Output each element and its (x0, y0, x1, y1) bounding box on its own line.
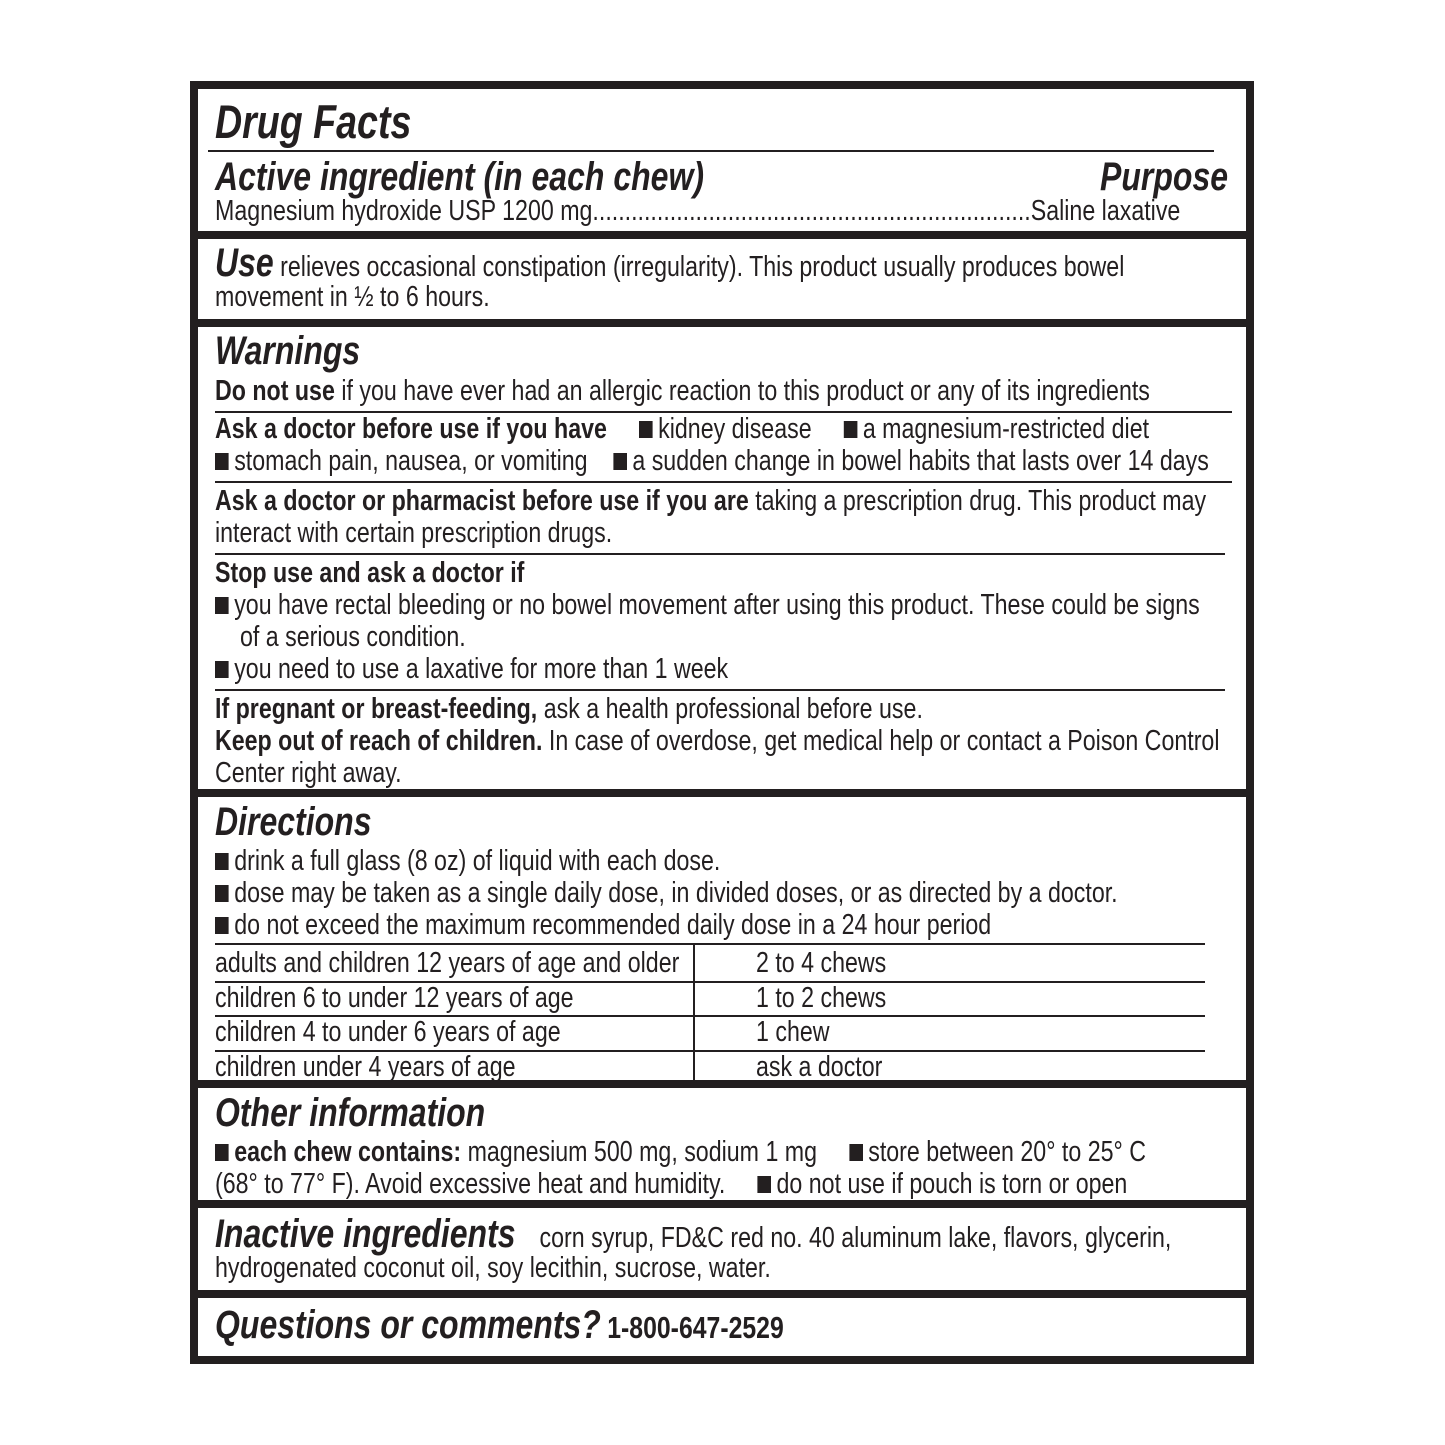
inactive-line-2: hydrogenated coconut oil, soy lecithin, sucrose, water. (215, 1252, 771, 1284)
leader-dots: .................................................................... (592, 195, 1031, 227)
inactive-line-1 (215, 1214, 1171, 1254)
directions-item-3: do not exceed the maximum recommended daily dose in a 24 hour period (215, 909, 991, 941)
pregnant-label: If pregnant or breast-feeding, (215, 693, 538, 725)
dosage-table (198, 797, 1246, 1083)
ask-doctor-item-2: a magnesium-restricted diet (862, 413, 1150, 445)
active-heading-row (215, 157, 704, 197)
active-ingredient-line (215, 195, 1180, 227)
ask-doctor-item-3: stomach pain, nausea, or vomiting (234, 445, 588, 477)
stop-use-item-1-line-2: of a serious condition. (240, 621, 466, 653)
ask-doctor-item-1: kidney disease (658, 413, 812, 445)
ingredient-name: Magnesium hydroxide USP 1200 mg (215, 195, 593, 227)
table-row-4-age: children under 4 years of age (215, 1051, 516, 1083)
use-line-1 (215, 243, 1124, 283)
other-information-heading: Other information (215, 1091, 486, 1135)
bullet-square-icon (757, 1176, 771, 1193)
use-line-2: movement in ½ to 6 hours. (215, 281, 490, 313)
questions-heading: Questions or comments? (215, 1303, 601, 1347)
drug-facts-panel (190, 81, 1254, 1364)
store-text: store between 20° to 25° C (868, 1136, 1147, 1168)
use-section (198, 239, 1246, 319)
bullet-square-icon (215, 597, 229, 614)
stop-use-item-1-text: you have rectal bleeding or no bowel movement after using this product. These could be signs (234, 589, 1200, 621)
children-label: Keep out of reach of children. (215, 725, 543, 757)
other-information-section (198, 1088, 1246, 1200)
stop-use-item-1-line-1 (215, 589, 1200, 621)
warnings-rule-2 (215, 481, 1232, 483)
pouch-text: do not use if pouch is torn or open (776, 1168, 1128, 1200)
ask-doctor-label: Ask a doctor before use if you have (215, 413, 607, 445)
temperature-text: (68° to 77° F). Avoid excessive heat and humidity. (215, 1168, 726, 1200)
table-row-3-dose: 1 chew (756, 1016, 830, 1048)
inactive-ingredients-heading: Inactive ingredients (215, 1212, 516, 1256)
bullet-square-icon (639, 421, 653, 438)
directions-item-1: drink a full glass (8 oz) of liquid with each dose. (215, 845, 720, 877)
stop-use-heading: Stop use and ask a doctor if (215, 557, 525, 589)
ask-pharmacist-text-1: taking a prescription drug. This product may (748, 485, 1207, 517)
ask-pharmacist-line-1 (215, 485, 1206, 517)
table-row-3-age: children 4 to under 6 years of age (215, 1016, 561, 1048)
purpose-heading: Purpose (1100, 155, 1229, 199)
table-row-4-dose: ask a doctor (756, 1051, 883, 1083)
directions-section (198, 797, 1246, 1083)
table-row-1-dose: 2 to 4 chews (756, 947, 887, 979)
inactive-ingredients-section (198, 1208, 1246, 1290)
other-information-line-2 (215, 1168, 1127, 1200)
children-text-1: In case of overdose, get medical help or contact a Poison Control (542, 725, 1220, 757)
table-top-rule (215, 943, 1205, 945)
each-chew-label: each chew contains: (234, 1136, 462, 1168)
ask-doctor-line-2 (215, 445, 1209, 477)
questions-line (215, 1304, 784, 1349)
ask-doctor-item-4: a sudden change in bowel habits that lasts over 14 days (632, 445, 1209, 477)
table-column-divider (693, 943, 695, 1080)
stop-use-item-2-text: you need to use a laxative for more than 1 week (234, 653, 729, 685)
use-heading: Use (215, 241, 274, 285)
title-rule (208, 150, 1214, 152)
each-chew-text: magnesium 500 mg, sodium 1 mg (461, 1136, 818, 1168)
bullet-square-icon (849, 1144, 863, 1161)
page-title: Drug Facts (215, 95, 412, 148)
bullet-square-icon (844, 421, 858, 438)
children-line-2: Center right away. (215, 757, 402, 789)
table-row-2-dose: 1 to 2 chews (756, 982, 887, 1014)
table-row-2-age: children 6 to under 12 years of age (215, 982, 574, 1014)
bullet-square-icon (215, 661, 229, 678)
pregnant-text: ask a health professional before use. (537, 693, 923, 725)
do-not-use-label: Do not use (215, 375, 335, 407)
bullet-square-icon (215, 1144, 229, 1161)
active-ingredient-section (198, 89, 1246, 231)
pregnant-line (215, 693, 923, 725)
use-text-1: relieves occasional constipation (irregularity). This product usually produces bowel (273, 251, 1125, 283)
inactive-text-1: corn syrup, FD&C red no. 40 aluminum lake, flavors, glycerin, (539, 1222, 1172, 1254)
do-not-use-text: if you have ever had an allergic reaction to this product or any of its ingredients (334, 375, 1150, 407)
bullet-square-icon (215, 453, 229, 470)
ask-pharmacist-label: Ask a doctor or pharmacist before use if you are (215, 485, 749, 517)
bullet-square-icon (613, 453, 627, 470)
warnings-rule-4 (215, 689, 1225, 691)
stop-use-item-2 (215, 653, 728, 685)
other-information-line-1 (215, 1136, 1146, 1168)
ask-pharmacist-line-2: interact with certain prescription drugs. (215, 517, 613, 549)
phone-number: 1-800-647-2529 (607, 1310, 784, 1345)
table-row-1-age: adults and children 12 years of age and older (215, 947, 680, 979)
active-ingredient-heading: Active ingredient (in each chew) (215, 155, 704, 199)
ask-doctor-line-1 (215, 413, 1149, 445)
directions-heading: Directions (215, 800, 372, 844)
children-line-1 (215, 725, 1219, 757)
directions-item-2: dose may be taken as a single daily dose, in divided doses, or as directed by a doctor. (215, 877, 1118, 909)
purpose-value: Saline laxative (1030, 195, 1181, 227)
questions-section (198, 1298, 1246, 1356)
do-not-use-line (215, 375, 1150, 407)
warnings-heading: Warnings (215, 329, 361, 373)
warnings-rule-3 (215, 553, 1225, 555)
warnings-section (198, 327, 1246, 789)
